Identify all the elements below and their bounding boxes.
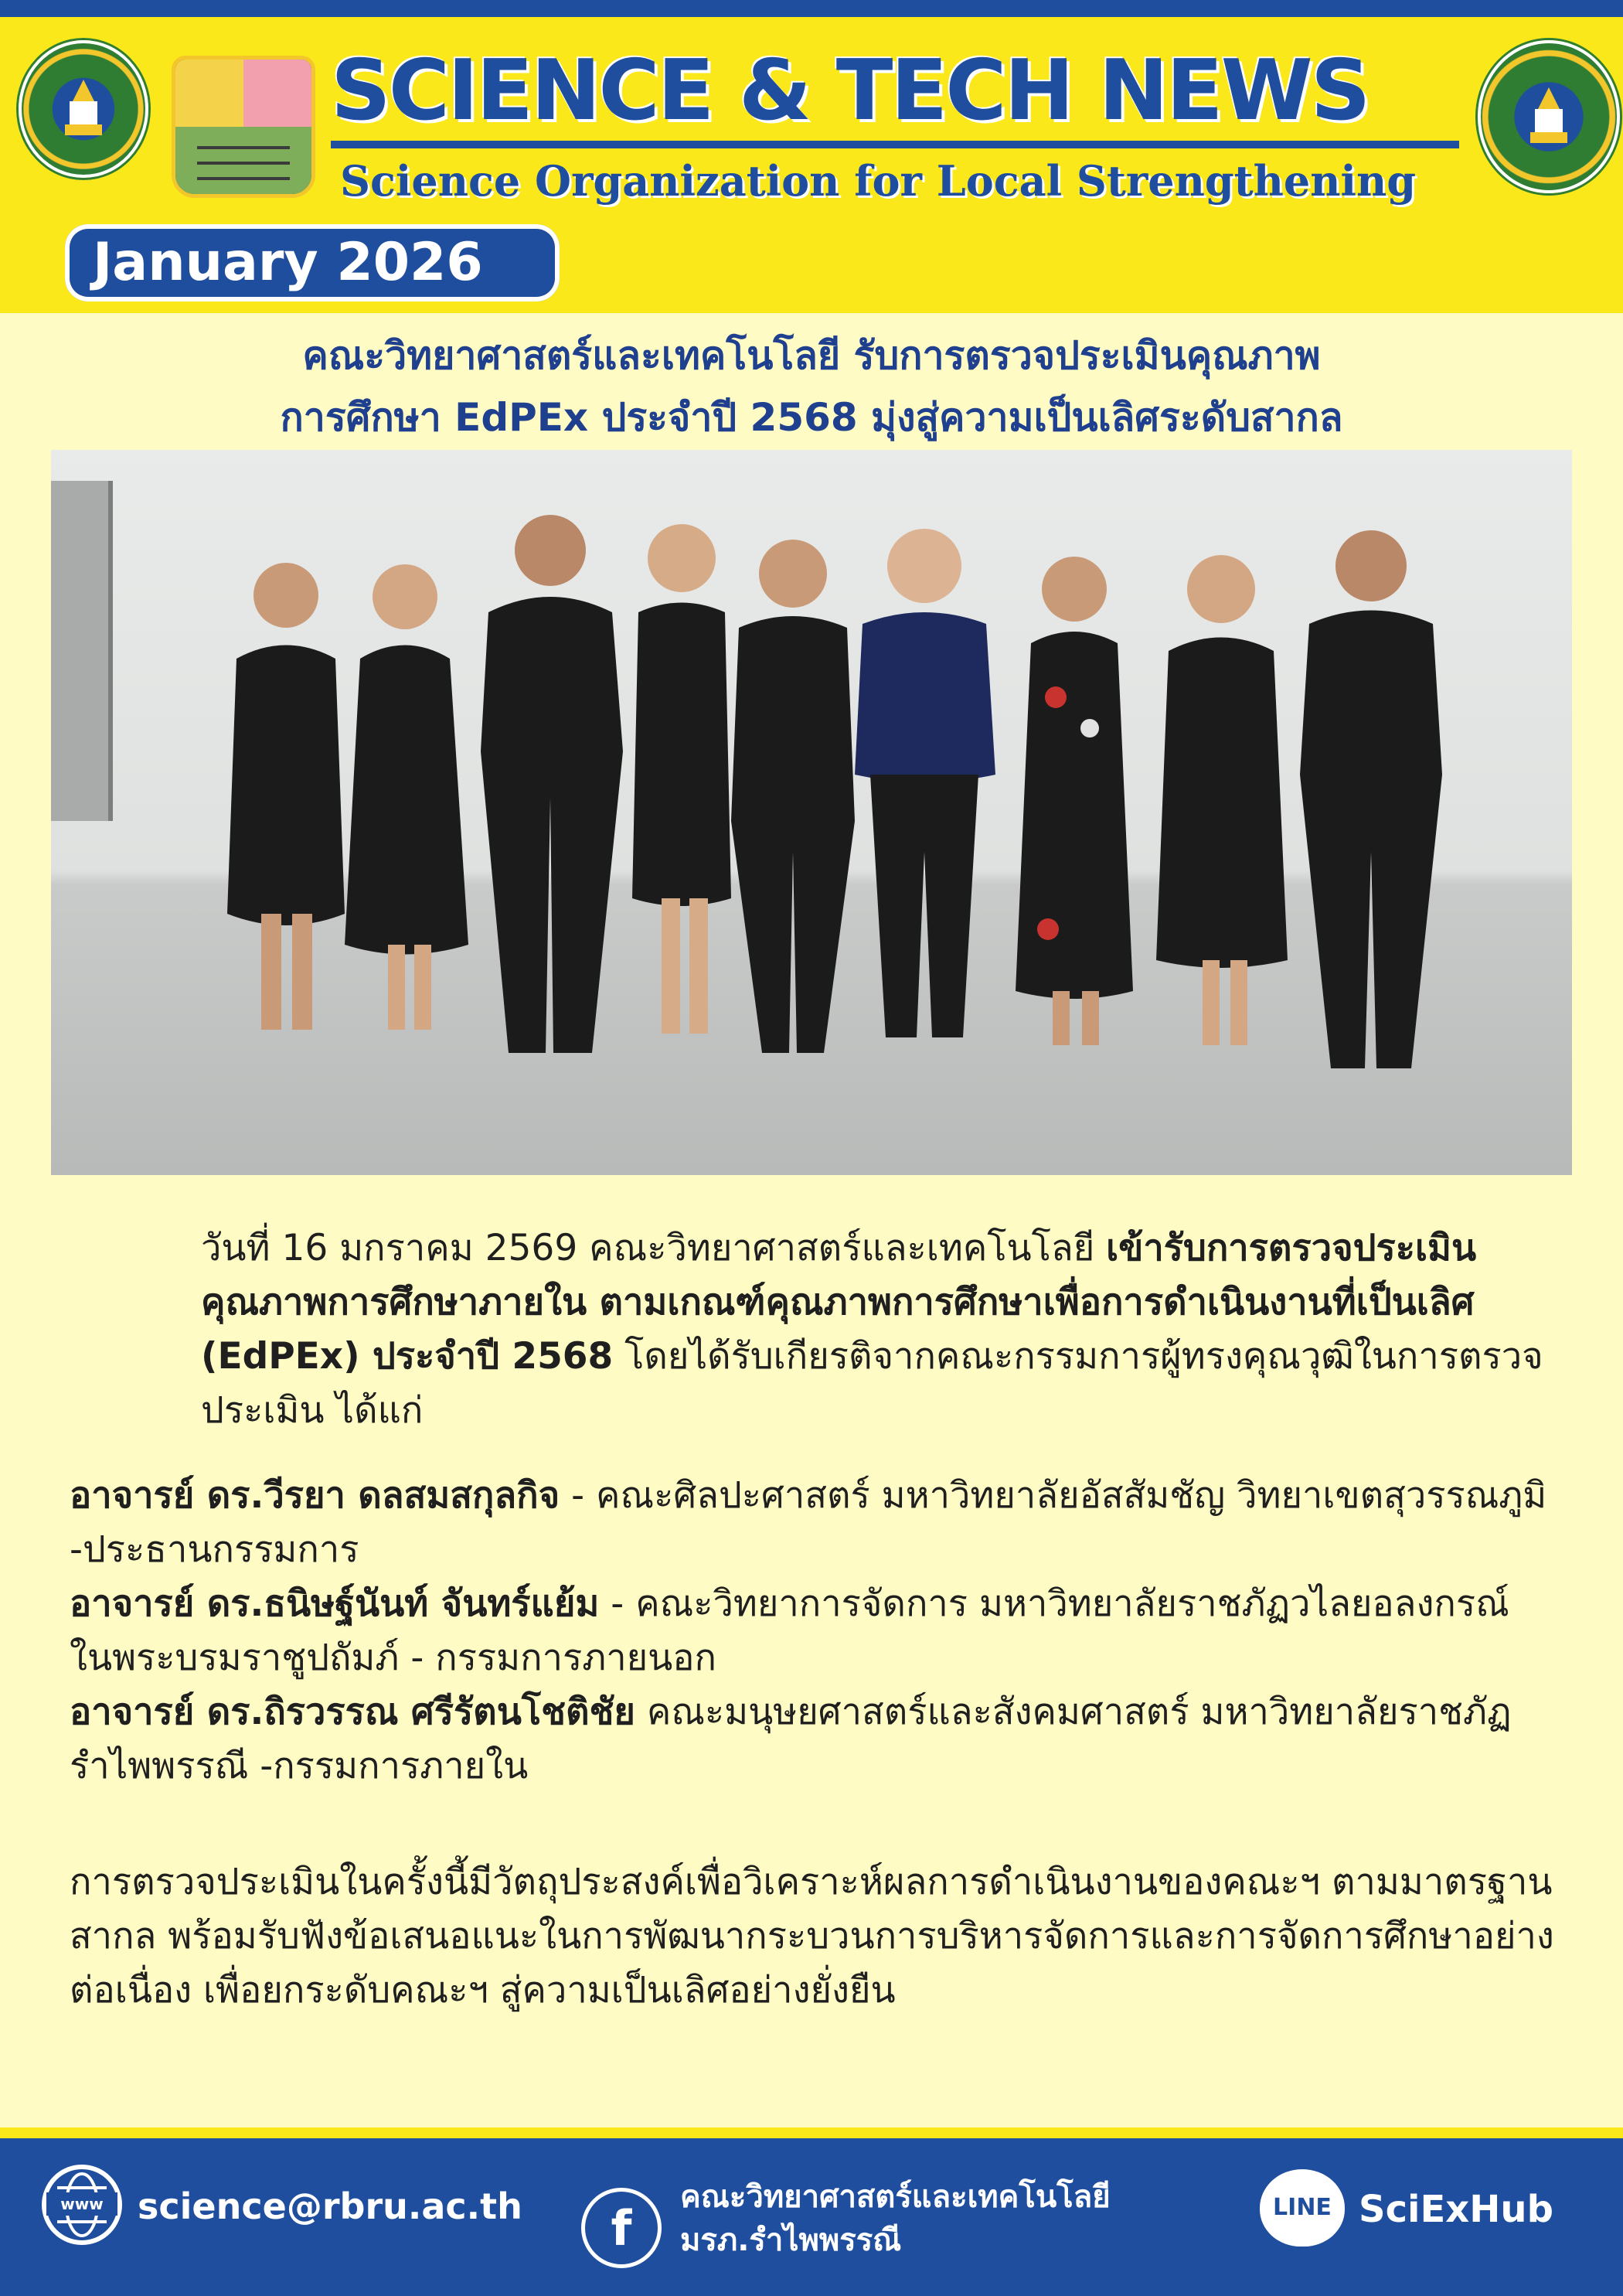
newsletter-subtitle: Science Organization for Local Strengthening <box>340 156 1417 206</box>
temple-emblem-icon <box>1524 86 1574 148</box>
facebook-page-subname[interactable]: มรภ.รำไพพรรณี <box>680 2223 902 2258</box>
footer-accent-rule <box>0 2127 1623 2138</box>
newsletter-title: SCIENCE & TECH NEWS <box>331 43 1369 139</box>
top-accent-bar <box>0 0 1623 17</box>
facebook-page-name[interactable]: คณะวิทยาศาสตร์และเทคโนโลยี <box>680 2179 1111 2215</box>
faculty-crest-logo <box>172 56 315 198</box>
university-seal-left-logo <box>19 40 148 178</box>
headline-line-2: การศึกษา EdPEx ประจำปี 2568 มุ่งสู่ความเป็นเลิศระดับสากล <box>280 395 1343 440</box>
committee-item: อาจารย์ ดร.ถิรวรรณ ศรีรัตนโชติชัย คณะมนุษยศาสตร์และสังคมศาสตร์ มหาวิทยาลัยราชภัฏรำไพพรรณี -กรรมการภายใน <box>70 1691 1512 1787</box>
headline-line-1: คณะวิทยาศาสตร์และเทคโนโลยี รับการตรวจประเมินคุณภาพ <box>302 333 1321 378</box>
article-headline <box>46 325 1577 448</box>
globe-icon: www <box>42 2165 122 2245</box>
committee-item: อาจารย์ ดร.ธนิษฐ์นันท์ จันทร์แย้ม - คณะวิทยาการจัดการ มหาวิทยาลัยราชภัฏวไลยอลงกรณ์ ในพระบรมราชูปถัมภ์ - กรรมการภายนอก <box>70 1582 1509 1679</box>
line-app-icon[interactable]: LINE <box>1260 2169 1345 2247</box>
committee-item: อาจารย์ ดร.วีรยา ดลสมสกุลกิจ - คณะศิลปะศาสตร์ มหาวิทยาลัยอัสสัมชัญ วิทยาเขตสุวรรณภูมิ -ประธานกรรมการ <box>70 1474 1547 1571</box>
article-body <box>70 1221 1561 2018</box>
temple-emblem-icon <box>59 78 108 140</box>
issue-date-badge: January 2026 <box>65 224 560 301</box>
facebook-icon[interactable]: f <box>581 2188 662 2268</box>
closing-paragraph: การตรวจประเมินในครั้งนี้มีวัตถุประสงค์เพื่อวิเคราะห์ผลการดำเนินงานของคณะฯ ตามมาตรฐานสากล พร้อมรับฟังข้อเสนอแนะในการพัฒนากระบวนการบริหารจัดการและการจัดการศึกษาอย่างต่อเนื่อง เพื่อยกระดับคณะฯ สู่ความเป็นเลิศอย่างยั่งยืน <box>70 1861 1554 2012</box>
line-account-name[interactable]: SciExHub <box>1359 2188 1553 2231</box>
group-photo-figures <box>51 450 1572 1175</box>
contact-email-link[interactable]: science@rbru.ac.th <box>138 2185 522 2227</box>
title-underline <box>331 141 1459 148</box>
university-seal-right-logo <box>1478 40 1620 193</box>
intro-paragraph: วันที่ 16 มกราคม 2569 คณะวิทยาศาสตร์และเทคโนโลยี เข้ารับการตรวจประเมินคุณภาพการศึกษาภายใน ตามเกณฑ์คุณภาพการศึกษาเพื่อการดำเนินงานที่เป็นเลิศ (EdPEx) ประจำปี 2568 โดยได้รับเกียรติจากคณะกรรมการผู้ทรงคุณวุฒิในการตรวจประเมิน ได้แก่ <box>201 1227 1543 1432</box>
group-photo <box>51 450 1572 1175</box>
